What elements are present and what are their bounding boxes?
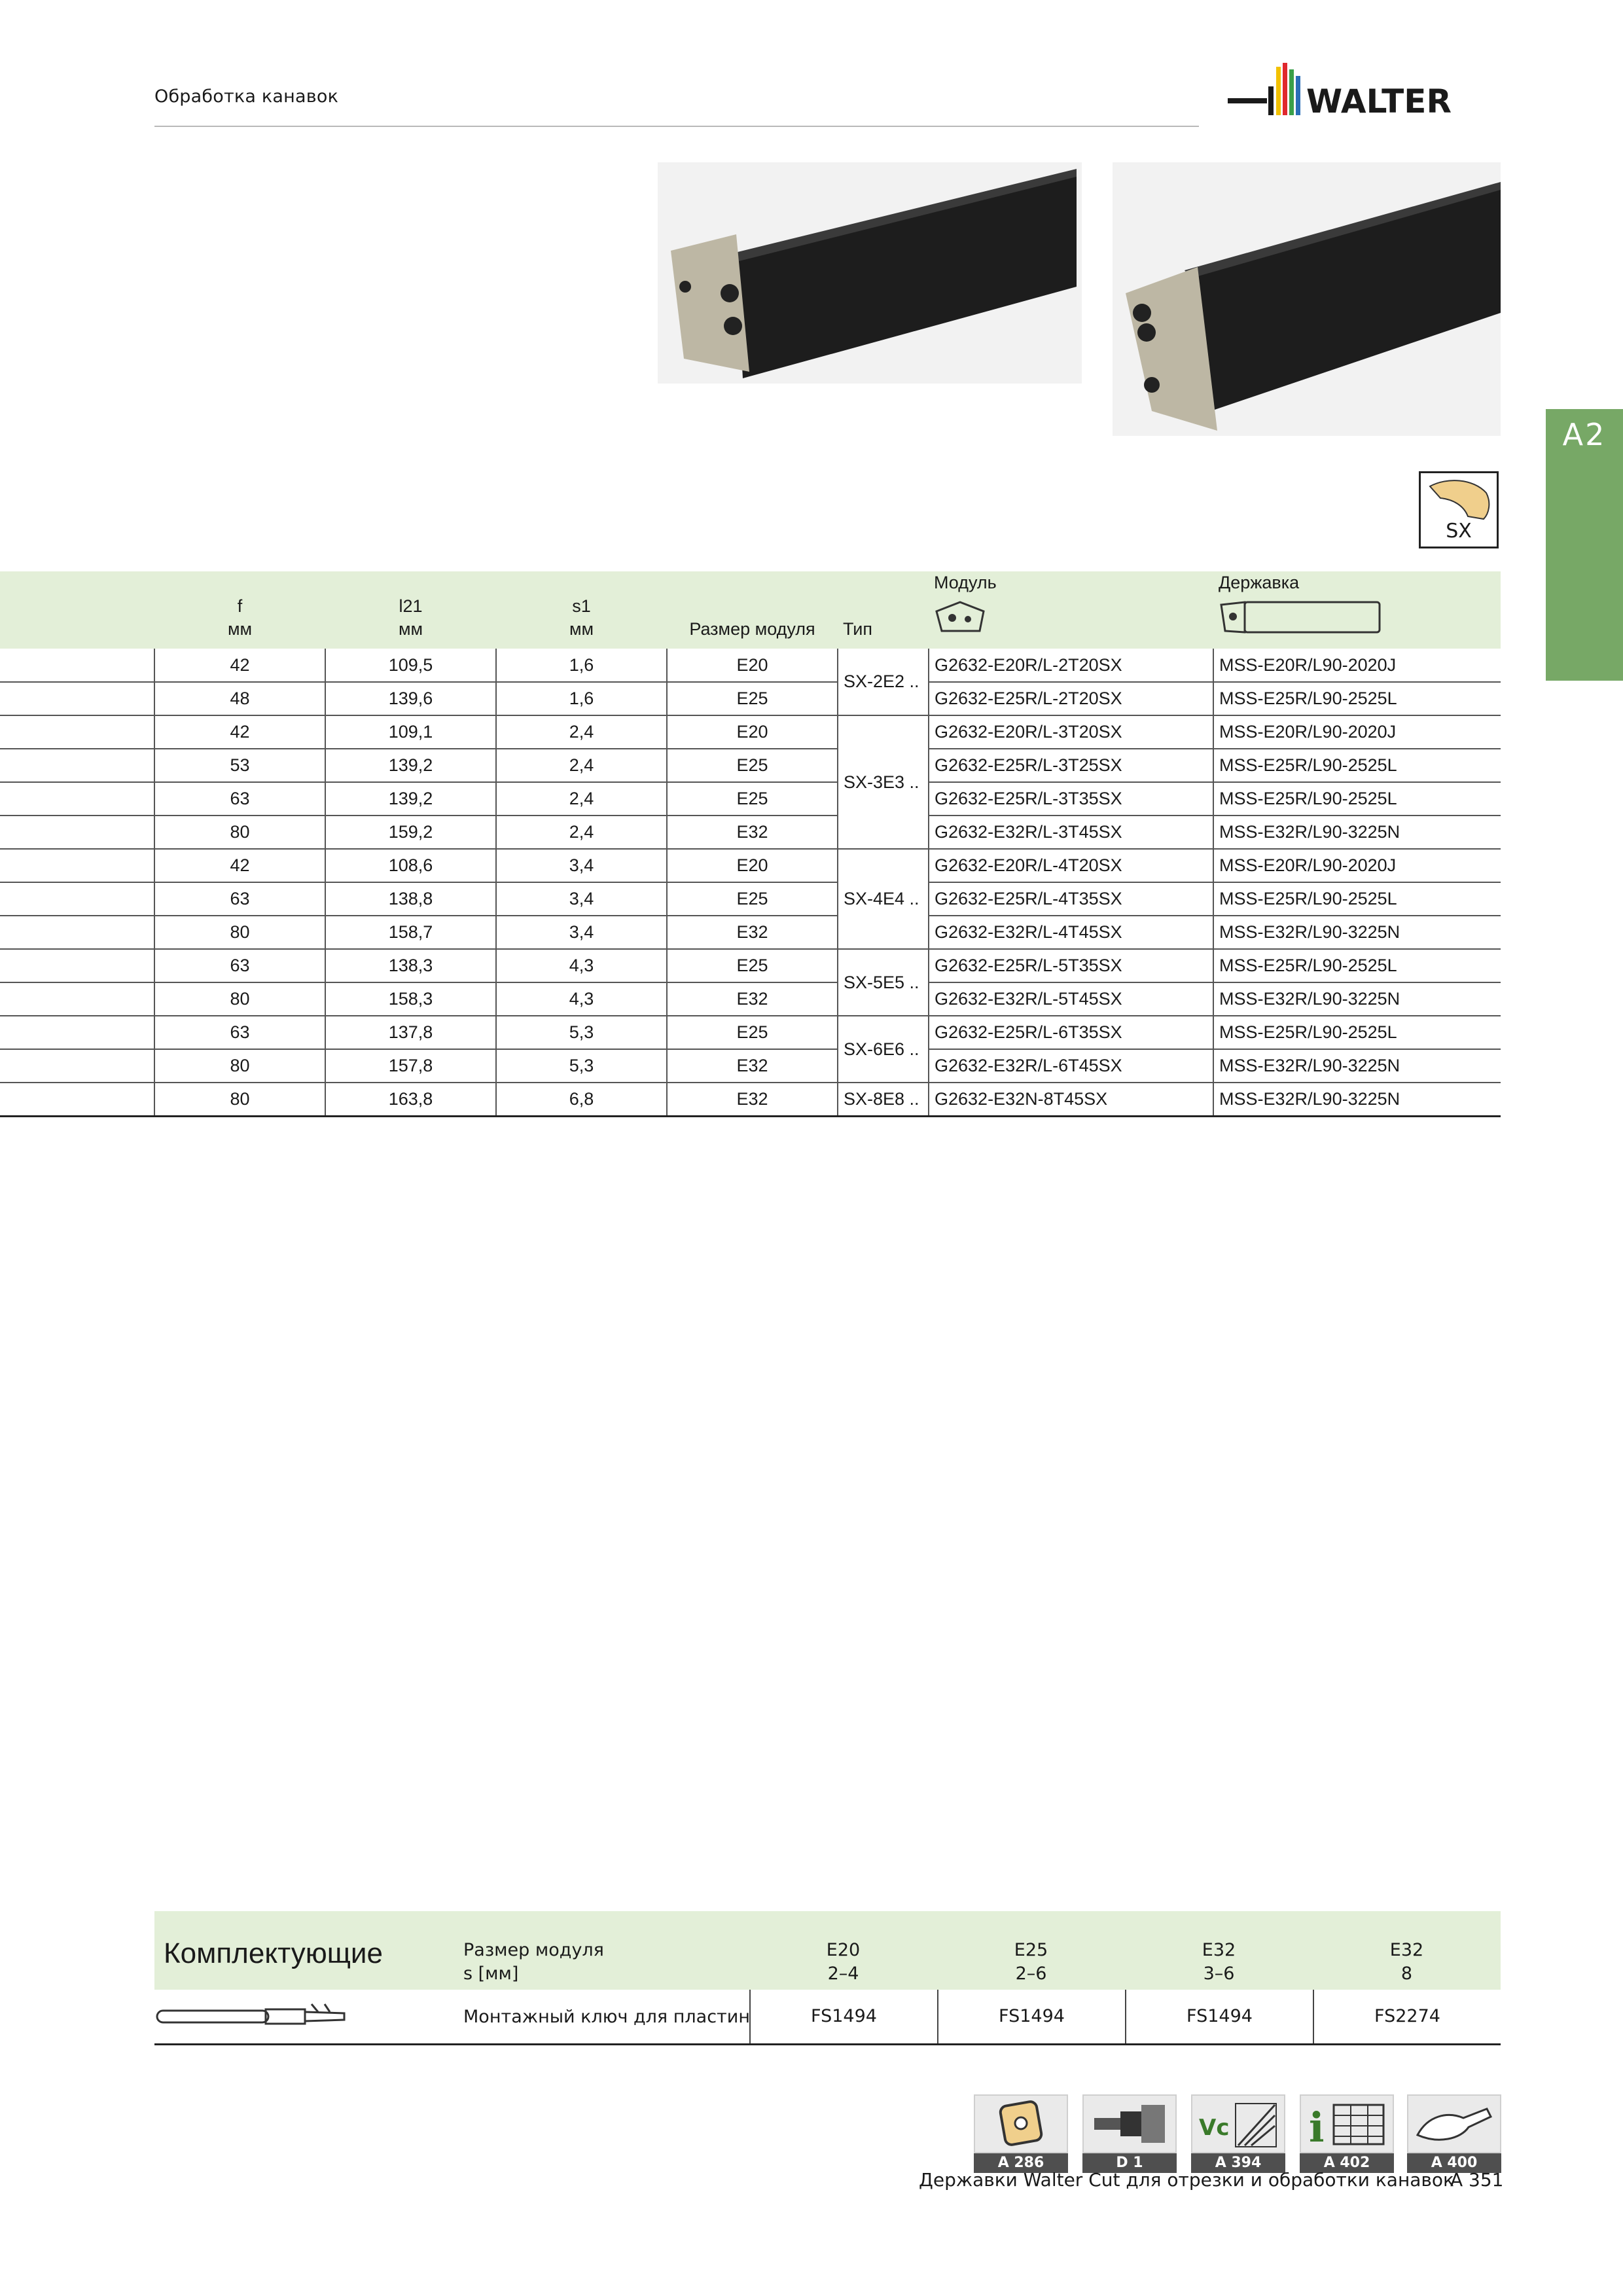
f-cell: 53 [154,749,325,782]
spindle-icon [1082,2094,1177,2153]
svg-text:Vc: Vc [1199,2115,1230,2141]
row-blank-cell [0,1083,154,1116]
s1-cell: 5,3 [496,1016,667,1049]
s1-cell: 2,4 [496,816,667,849]
section-tab-label: A2 [1562,417,1607,452]
accessories-title: Комплектующие [164,1937,383,1969]
acc-col-4: E32 8 [1389,1940,1424,1984]
table-row [0,1016,1501,1049]
table-header-row [0,571,1501,649]
module-code-cell: G2632-E32N-8T45SX [929,1083,1213,1116]
l21-cell: 157,8 [325,1049,496,1083]
f-cell: 48 [154,682,325,715]
f-cell: 63 [154,782,325,816]
accessories-size-label: Размер модуля s [мм] [463,1940,604,1984]
sx-insert-badge [1419,471,1499,548]
l21-cell: 109,1 [325,715,496,749]
module-code-cell: G2632-E32R/L-4T45SX [929,916,1213,949]
module-size-cell: E20 [667,849,838,882]
row-blank-cell [0,882,154,916]
holder-code-cell: MSS-E32R/L90-3225N [1213,816,1501,849]
l21-cell: 158,3 [325,982,496,1016]
f-cell: 80 [154,1049,325,1083]
holder-code-cell: MSS-E32R/L90-3225N [1213,982,1501,1016]
l21-cell: 158,7 [325,916,496,949]
module-code-cell: G2632-E25R/L-4T35SX [929,882,1213,916]
s1-cell: 4,3 [496,982,667,1016]
module-size-cell: E32 [667,982,838,1016]
f-cell: 80 [154,916,325,949]
accessories-row-label: Монтажный ключ для пластин [463,2007,750,2027]
f-cell: 42 [154,849,325,882]
header-f: f мм [154,571,325,649]
type-cell: SX-5E5 .. [838,949,929,1016]
ref-info-label: A 402 [1300,2153,1394,2173]
row-blank-cell [0,949,154,982]
acc-col-2: E25 2–6 [1014,1940,1048,1984]
holder-code-cell: MSS-E32R/L90-3225N [1213,1049,1501,1083]
f-cell: 42 [154,715,325,749]
s1-cell: 5,3 [496,1049,667,1083]
f-cell: 80 [154,982,325,1016]
s1-cell: 1,6 [496,649,667,682]
cutting-speed-icon [1191,2094,1285,2153]
header-module: Модуль [929,571,1213,649]
table-row [0,816,1501,849]
accessories-table [154,1911,1501,2045]
ref-cutting-speed-label: A 394 [1191,2153,1285,2173]
holder-code-cell: MSS-E25R/L90-2525L [1213,782,1501,816]
row-blank-cell [0,682,154,715]
footer-title: Державки Walter Cut для отрезки и обработки канавок [919,2169,1454,2191]
acc-value-3: FS1494 [1125,1990,1313,2043]
table-row [0,1083,1501,1116]
accessories-header [154,1911,1501,1990]
module-code-cell: G2632-E32R/L-6T45SX [929,1049,1213,1083]
s1-cell: 1,6 [496,682,667,715]
table-row [0,916,1501,949]
s1-cell: 2,4 [496,782,667,816]
module-code-cell: G2632-E32R/L-5T45SX [929,982,1213,1016]
acc-value-1: FS1494 [749,1990,937,2043]
acc-value-2: FS1494 [937,1990,1125,2043]
ref-spindle-label: D 1 [1082,2153,1177,2173]
holder-code-cell: MSS-E25R/L90-2525L [1213,949,1501,982]
logo-text: WALTER [1306,82,1452,120]
l21-cell: 139,6 [325,682,496,715]
ref-insert-label: A 286 [974,2153,1068,2173]
header-type: Тип [838,571,929,649]
module-size-cell: E32 [667,1049,838,1083]
header-blank [0,571,154,649]
f-cell: 42 [154,649,325,682]
ref-wrench[interactable] [1407,2094,1501,2173]
holder-code-cell: MSS-E25R/L90-2525L [1213,749,1501,782]
holder-code-cell: MSS-E20R/L90-2020J [1213,715,1501,749]
table-row [0,749,1501,782]
module-size-cell: E25 [667,949,838,982]
module-size-cell: E25 [667,1016,838,1049]
f-cell: 63 [154,882,325,916]
holder-code-cell: MSS-E32R/L90-3225N [1213,1083,1501,1116]
module-size-cell: E32 [667,916,838,949]
type-cell: SX-8E8 .. [838,1083,929,1116]
ref-insert[interactable] [974,2094,1068,2173]
table-row [0,849,1501,882]
header-holder: Державка [1213,571,1501,649]
module-code-cell: G2632-E20R/L-3T20SX [929,715,1213,749]
sx-label: SX [1446,520,1472,543]
header-s1: s1 мм [496,571,667,649]
holder-code-cell: MSS-E25R/L90-2525L [1213,682,1501,715]
holder-code-cell: MSS-E25R/L90-2525L [1213,882,1501,916]
type-cell: SX-6E6 .. [838,1016,929,1083]
row-blank-cell [0,982,154,1016]
page-number: A 351 [1450,2169,1504,2191]
f-cell: 80 [154,816,325,849]
sx-insert-icon [1421,473,1497,526]
svg-text:i: i [1309,2104,1325,2151]
s1-cell: 6,8 [496,1083,667,1116]
table-row [0,882,1501,916]
l21-cell: 159,2 [325,816,496,849]
header-rule [154,126,1199,127]
module-code-cell: G2632-E25R/L-6T35SX [929,1016,1213,1049]
module-code-cell: G2632-E25R/L-3T35SX [929,782,1213,816]
l21-cell: 139,2 [325,782,496,816]
ref-spindle[interactable] [1082,2094,1177,2173]
type-cell: SX-2E2 .. [838,649,929,715]
s1-cell: 2,4 [496,715,667,749]
insert-key-icon [154,1996,351,2036]
l21-cell: 138,8 [325,882,496,916]
info-table-icon [1300,2094,1394,2153]
header-l21: l21 мм [325,571,496,649]
ref-cutting-speed[interactable] [1191,2094,1285,2173]
table-row [0,682,1501,715]
f-cell: 80 [154,1083,325,1116]
table-row [0,1049,1501,1083]
module-size-cell: E25 [667,749,838,782]
row-blank-cell [0,916,154,949]
l21-cell: 139,2 [325,749,496,782]
row-blank-cell [0,816,154,849]
s1-cell: 4,3 [496,949,667,982]
s1-cell: 3,4 [496,849,667,882]
holder-code-cell: MSS-E20R/L90-2020J [1213,649,1501,682]
module-size-cell: E25 [667,682,838,715]
section-tab[interactable] [1546,409,1623,681]
module-size-cell: E32 [667,816,838,849]
holder-code-cell: MSS-E20R/L90-2020J [1213,849,1501,882]
table-row [0,782,1501,816]
table-row [0,649,1501,682]
tool-photo-2 [1113,162,1501,436]
header-module-size: Размер модуля [667,571,838,649]
type-cell: SX-3E3 .. [838,715,929,849]
type-cell: SX-4E4 .. [838,849,929,949]
wrench-hand-icon [1407,2094,1501,2153]
row-blank-cell [0,849,154,882]
insert-icon [974,2094,1068,2153]
row-blank-cell [0,715,154,749]
acc-col-1: E20 2–4 [826,1940,861,1984]
module-size-cell: E20 [667,649,838,682]
holder-icon [1219,598,1382,635]
s1-cell: 2,4 [496,749,667,782]
l21-cell: 109,5 [325,649,496,682]
walter-logo [1228,60,1503,132]
module-size-cell: E20 [667,715,838,749]
holder-code-cell: MSS-E32R/L90-3225N [1213,916,1501,949]
table-row [0,949,1501,982]
l21-cell: 163,8 [325,1083,496,1116]
table-row [0,982,1501,1016]
s1-cell: 3,4 [496,882,667,916]
module-code-cell: G2632-E20R/L-4T20SX [929,849,1213,882]
section-title: Обработка канавок [154,86,339,107]
module-code-cell: G2632-E20R/L-2T20SX [929,649,1213,682]
tool-photo-1 [658,162,1082,384]
accessories-row [154,1990,1501,2045]
row-blank-cell [0,749,154,782]
row-blank-cell [0,782,154,816]
acc-col-3: E32 3–6 [1202,1940,1236,1984]
module-code-cell: G2632-E32R/L-3T45SX [929,816,1213,849]
ref-info[interactable] [1300,2094,1394,2173]
table-body [0,649,1501,1116]
module-code-cell: G2632-E25R/L-2T20SX [929,682,1213,715]
s1-cell: 3,4 [496,916,667,949]
module-icon [934,598,986,635]
l21-cell: 137,8 [325,1016,496,1049]
module-size-cell: E32 [667,1083,838,1116]
ref-wrench-label: A 400 [1407,2153,1501,2173]
l21-cell: 138,3 [325,949,496,982]
acc-value-4: FS2274 [1313,1990,1501,2043]
l21-cell: 108,6 [325,849,496,882]
f-cell: 63 [154,949,325,982]
module-size-cell: E25 [667,882,838,916]
row-blank-cell [0,1049,154,1083]
row-blank-cell [0,649,154,682]
row-blank-cell [0,1016,154,1049]
f-cell: 63 [154,1016,325,1049]
product-table [0,571,1501,1117]
module-code-cell: G2632-E25R/L-5T35SX [929,949,1213,982]
table-row [0,715,1501,749]
module-code-cell: G2632-E25R/L-3T25SX [929,749,1213,782]
holder-code-cell: MSS-E25R/L90-2525L [1213,1016,1501,1049]
module-size-cell: E25 [667,782,838,816]
